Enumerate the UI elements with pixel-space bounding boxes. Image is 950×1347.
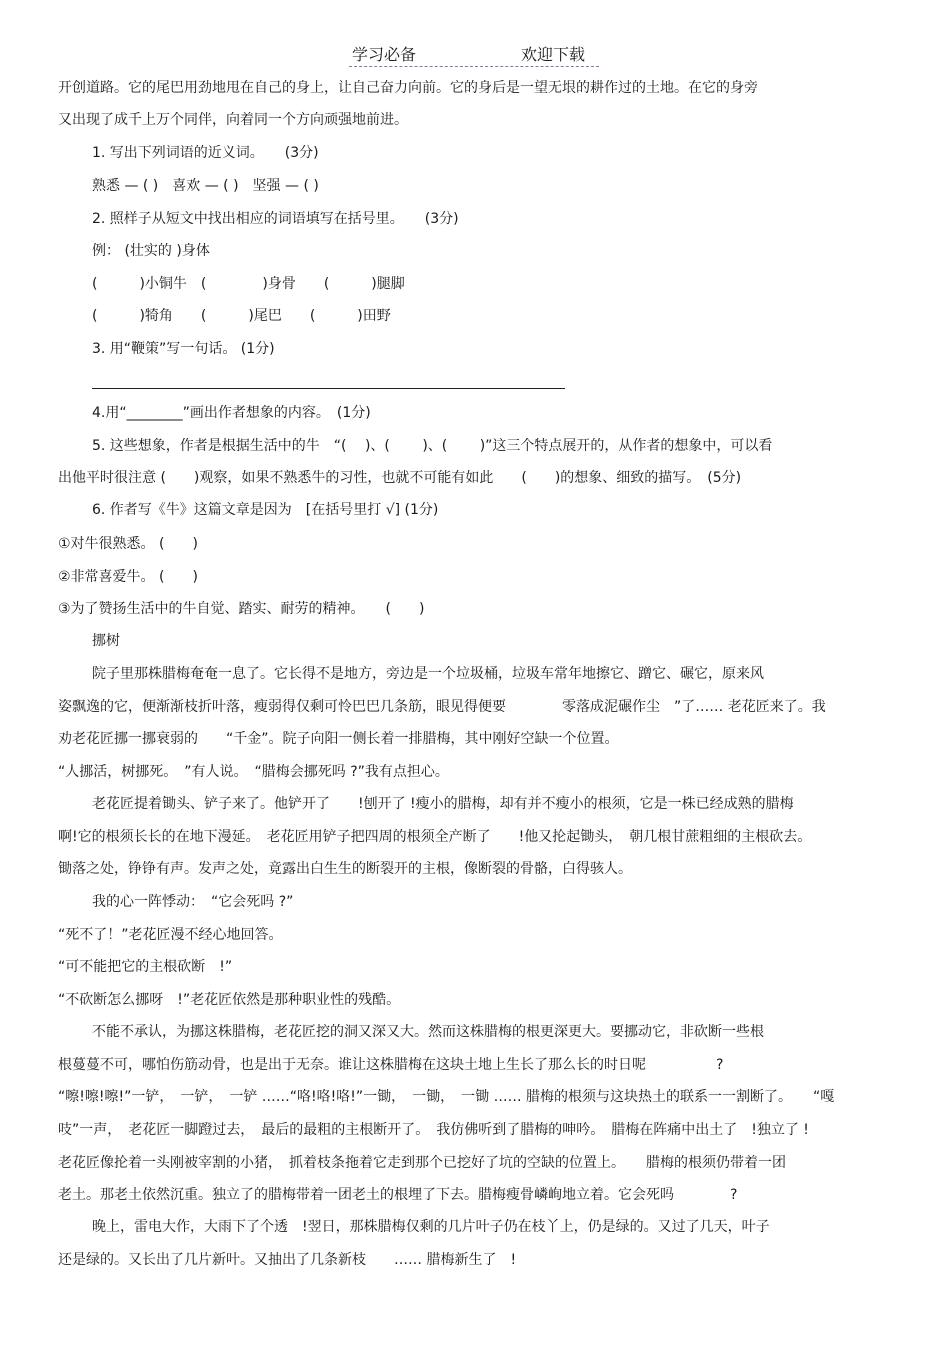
question-6: 6. 作者写《牛》这篇文章是因为 [在括号里打 √] (1分) [92,502,439,518]
passage-line: 开创道路。它的尾巴用劲地甩在自己的身上，让自己奋力向前。它的身后是一望无垠的耕作过的土地。在它的身旁 [58,80,758,96]
question-6-option: ②非常喜爱牛。 ( ) [58,569,198,585]
passage-line: 老花匠像抡着一头刚被宰割的小猪， 抓着枝条拖着它走到那个已挖好了坑的空缺的位置上。 腊梅的根须仍带着一团 [58,1155,786,1171]
answer-line [92,388,565,389]
passage-line: “人挪活，树挪死。 ”有人说。 “腊梅会挪死吗 ?”我有点担心。 [58,764,449,780]
passage-line: 还是绿的。又长出了几片新叶。又抽出了几条新枝 …… 腊梅新生了 ! [58,1252,517,1268]
passage-line: 又出现了成千上万个同伴，向着同一个方向顽强地前进。 [58,112,408,128]
passage-line: 啊!它的根须长长的在地下漫延。 老花匠用铲子把四周的根须全产断了 !他又抡起锄头， 朝几根甘蔗粗细的主根砍去。 [58,829,812,845]
header-right: 欢迎下载 [521,45,586,64]
passage-line: 我的心一阵悸动： “它会死吗 ?” [92,894,294,910]
question-2: 2. 照样子从短文中找出相应的词语填写在括号里。 (3分) [92,211,459,227]
passage-line: 院子里那株腊梅奄奄一息了。它长得不是地方，旁边是一个垃圾桶，垃圾车常年地擦它、蹭它、碾它，原来风 [92,666,764,682]
passage-line: 老花匠提着锄头、铲子来了。他铲开了 !刨开了 !瘦小的腊梅，却有并不瘦小的根须，它是一株已经成熟的腊梅 [92,796,794,812]
passage-line: 姿飘逸的它，便渐渐枝折叶落，瘦弱得仅剩可怜巴巴几条筋，眼见得便要 零落成泥碾作尘 ”了…… 老花匠来了。我 [58,699,826,715]
question-3: 3. 用“鞭策”写一句话。 (1分) [92,341,275,357]
passage-line: “不砍断怎么挪呀 !”老花匠依然是那种职业性的残酷。 [58,992,401,1008]
passage-line: 晚上，雷电大作，大雨下了个透 !翌日，那株腊梅仅剩的几片叶子仍在枝丫上，仍是绿的。又过了几天，叶子 [92,1219,770,1235]
question-6-option: ③为了赞扬生活中的牛自觉、踏实、耐劳的精神。 ( ) [58,601,425,617]
passage-line: 不能不承认，为挪这株腊梅，老花匠挖的洞又深又大。然而这株腊梅的根更深更大。要挪动它，非砍断一些根 [92,1024,764,1040]
question-5-cont: 出他平时很注意 ( )观察，如果不熟悉牛的习性，也就不可能有如此 ( )的想象、细致的描写。 (5分) [58,470,742,486]
passage-line: 锄落之处，铮铮有声。发声之处，竟露出白生生的断裂开的主根，像断裂的骨骼，白得骇人。 [58,861,632,877]
passage-line: “可不能把它的主根砍断 !” [58,959,233,975]
passage-line: 劝老花匠挪一挪衰弱的 “千金”。院子向阳一侧长着一排腊梅，其中刚好空缺一个位置。 [58,731,619,747]
question-2-example: 例： (壮实的 )身体 [92,243,210,259]
question-1: 1. 写出下列词语的近义词。 (3分) [92,145,319,161]
passage-line: 根蔓蔓不可，哪怕伤筋动骨，也是出于无奈。谁让这株腊梅在这块土地上生长了那么长的时日呢 ? [58,1057,724,1073]
question-2-row: ( )小铜牛 ( )身骨 ( )腿脚 [92,276,405,292]
header-left: 学习必备 [352,45,417,64]
passage-line: 老土。那老土依然沉重。独立了的腊梅带着一团老土的根埋了下去。腊梅瘦骨嶙峋地立着。它会死吗 ? [58,1187,738,1203]
passage-title: 挪树 [92,633,120,649]
question-5: 5. 这些想象，作者是根据生活中的牛 “( )、( )、( )”这三个特点展开的，从作者的想象中，可以看 [92,438,773,454]
passage-line: “死不了！”老花匠漫不经心地回答。 [58,927,283,943]
passage-line: 吱”一声， 老花匠一脚蹬过去， 最后的最粗的主根断开了。 我仿佛听到了腊梅的呻吟。 腊梅在阵痛中出土了 !独立了 ! [58,1122,809,1138]
question-2-row: ( )犄角 ( )尾巴 ( )田野 [92,308,391,324]
passage-line: “嚓!嚓!嚓!”一铲， 一铲， 一铲 ……“咯!咯!咯!”一锄， 一锄， 一锄 …… 腊梅的根须与这块热土的联系一一割断了。 “嘎 [58,1089,835,1105]
question-1-items: 熟悉 — ( ) 喜欢 — ( ) 坚强 — ( ) [92,178,319,194]
question-6-option: ①对牛很熟悉。 ( ) [58,536,198,552]
question-4: 4.用“________”画出作者想象的内容。 (1分) [92,405,371,421]
page-header [349,40,599,67]
